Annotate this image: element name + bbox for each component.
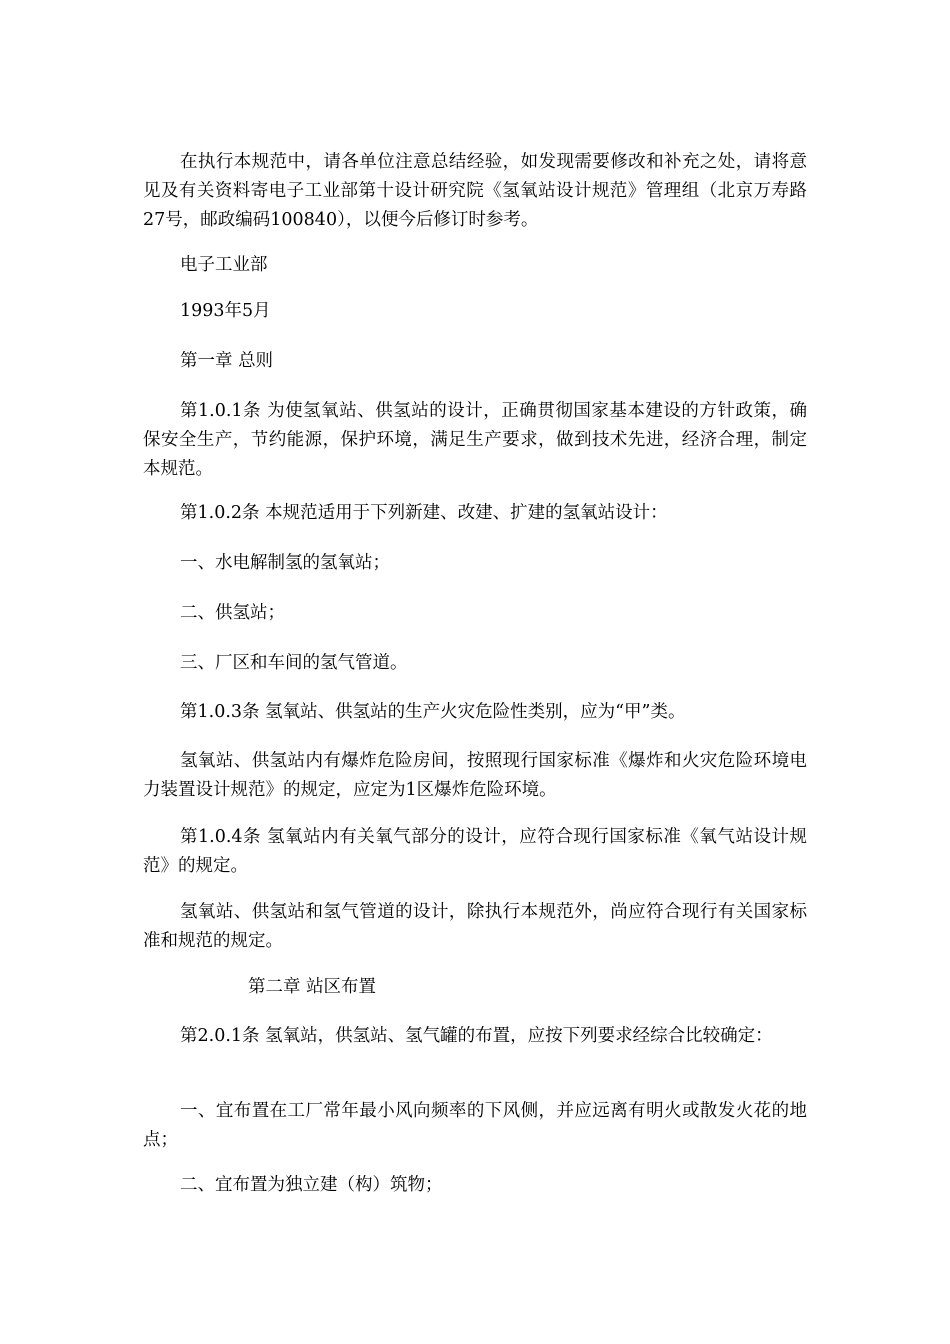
layout-item-2: 二、宜布置为独立建（构）筑物； (180, 1175, 443, 1195)
list-item-3: 三、厂区和车间的氢气管道。 (180, 653, 408, 673)
article-1-0-1: 第1.0.1条 为使氢氧站、供氢站的设计，正确贯彻国家基本建设的方针政策，确保安全生产，节约能源，保护环境，满足生产要求，做到技术先进，经济合理，制定本规范。 (143, 401, 807, 479)
layout-item-1: 一、宜布置在工厂常年最小风向频率的下风侧，并应远离有明火或散发火花的地点； (143, 1101, 807, 1150)
intro-paragraph: 在执行本规范中，请各单位注意总结经验，如发现需要修改和补充之处，请将意见及有关资料寄电子工业部第十设计研究院《氢氧站设计规范》管理组（北京万寿路27号，邮政编码100840），以便今后修订时参考。 (143, 152, 807, 230)
article-1-0-2: 第1.0.2条 本规范适用于下列新建、改建、扩建的氢氧站设计： (180, 503, 668, 523)
list-item-2: 二、供氢站； (180, 603, 285, 623)
article-1-0-4: 第1.0.4条 氢氧站内有关氧气部分的设计，应符合现行国家标准《氧气站设计规范》的规定。 (143, 827, 807, 876)
explosion-zone-paragraph: 氢氧站、供氢站内有爆炸危险房间，按照现行国家标准《爆炸和火灾危险环境电力装置设计规范》的规定，应定为1区爆炸危险环境。 (143, 751, 807, 800)
date-line: 1993年5月 (180, 301, 271, 321)
chapter-2-heading: 第二章 站区布置 (248, 977, 377, 997)
article-2-0-1: 第2.0.1条 氢氧站，供氢站、氢气罐的布置，应按下列要求经综合比较确定： (180, 1026, 773, 1046)
issuer-line: 电子工业部 (180, 255, 268, 275)
article-1-0-3: 第1.0.3条 氢氧站、供氢站的生产火灾危险性类别，应为“甲”类。 (180, 702, 686, 722)
chapter-1-heading: 第一章 总则 (180, 351, 274, 371)
list-item-1: 一、水电解制氢的氢氧站； (180, 553, 390, 573)
standards-paragraph: 氢氧站、供氢站和氢气管道的设计，除执行本规范外，尚应符合现行有关国家标准和规范的规定。 (143, 902, 807, 951)
